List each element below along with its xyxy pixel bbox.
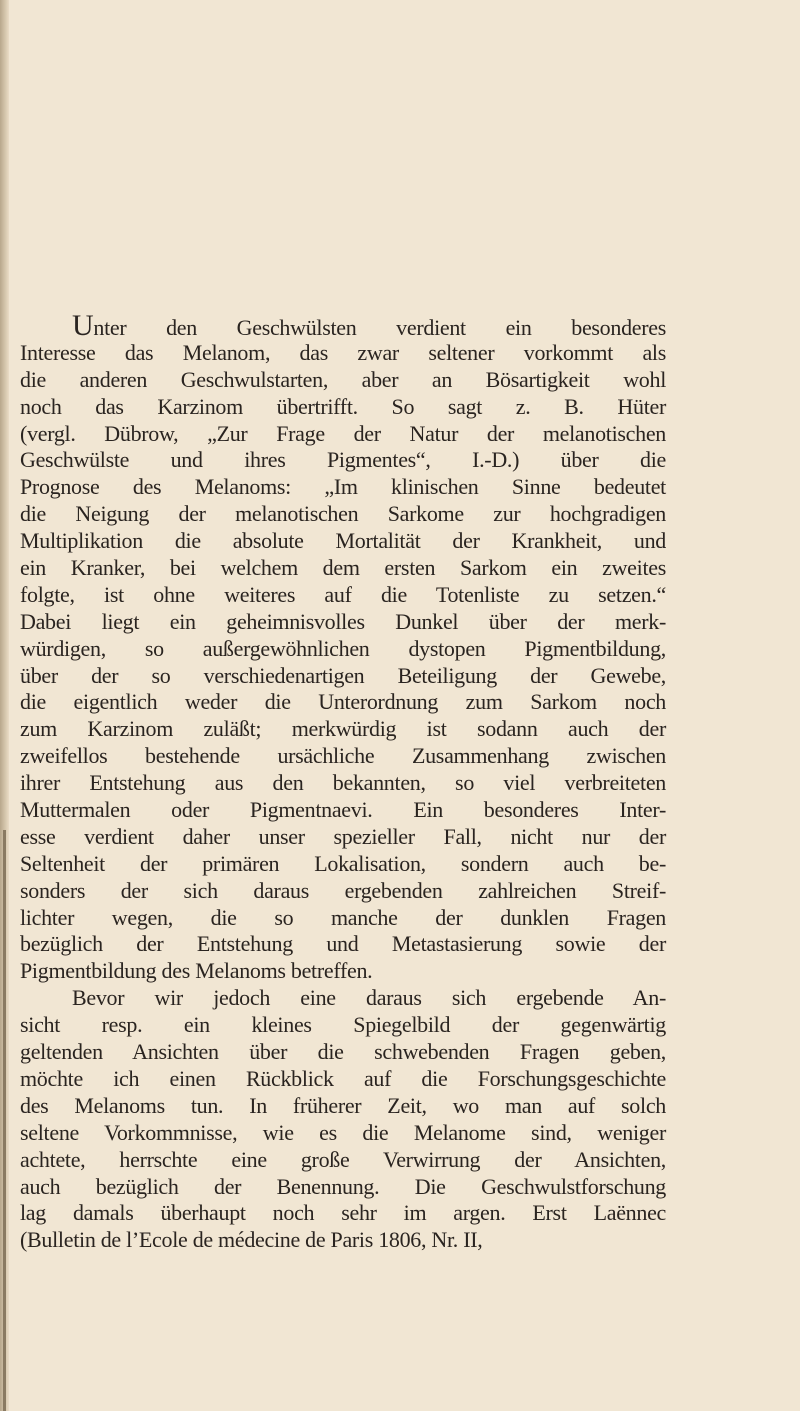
document-page [20,309,666,1254]
text-line: möchte ich einen Rückblick auf die Forschungsgeschichte [20,1065,666,1091]
text-line: esse verdient daher unser spezieller Fall, nicht nur der [20,823,666,849]
text-line: Dabei liegt ein geheimnisvolles Dunkel über der merk- [20,608,666,634]
text-line: Pigmentbildung des Melanoms betreffen. [20,958,373,984]
text-line: (Bulletin de l’Ecole de médecine de Paris 1806, Nr. II, [20,1227,483,1253]
text-line: die eigentlich weder die Unterordnung zum Sarkom noch [20,689,666,715]
text-line: zum Karzinom zuläßt; merkwürdig ist sodann auch der [20,716,666,742]
text-line: zweifellos bestehende ursächliche Zusammenhang zwischen [20,743,666,769]
text-line: geltenden Ansichten über die schwebenden Fragen geben, [20,1039,666,1065]
text-line: Interesse das Melanom, das zwar seltener vorkommt als [20,339,666,365]
text-line: bezüglich der Entstehung und Metastasierung sowie der [20,931,666,957]
text-line: über der so verschiedenartigen Beteiligung der Gewebe, [20,662,666,688]
text-line: die Neigung der melanotischen Sarkome zur hochgradigen [20,501,666,527]
text-line: auch bezüglich der Benennung. Die Geschwulstforschung [20,1173,666,1199]
text-line: Muttermalen oder Pigmentnaevi. Ein besonderes Inter- [20,797,666,823]
text-line: des Melanoms tun. In früherer Zeit, wo man auf solch [20,1092,666,1118]
text-line: die anderen Geschwulstarten, aber an Bösartigkeit wohl [20,366,666,392]
text-line: lag damals überhaupt noch sehr im argen. Erst Laënnec [20,1200,666,1226]
text-line: achtete, herrschte eine große Verwirrung der Ansichten, [20,1146,666,1172]
text-line: würdigen, so außergewöhnlichen dystopen Pigmentbildung, [20,635,666,661]
text-line: lichter wegen, die so manche der dunklen Fragen [20,904,666,930]
text-line: seltene Vorkommnisse, wie es die Melanome sind, weniger [20,1119,666,1145]
text-line: noch das Karzinom übertrifft. So sagt z. B. Hüter [20,393,666,419]
text-line: folgte, ist ohne weiteres auf die Totenliste zu setzen.“ [20,581,666,607]
text-line: sonders der sich daraus ergebenden zahlreichen Streif- [20,877,666,903]
page-binding-shadow [3,830,6,1411]
text-line: (vergl. Dübrow, „Zur Frage der Natur der melanotischen [20,420,666,446]
text-line: sicht resp. ein kleines Spiegelbild der gegenwärtig [20,1012,666,1038]
text-line: ihrer Entstehung aus den bekannten, so viel verbreiteten [20,770,666,796]
text-line: Unter den Geschwülsten verdient ein besonderes [72,309,666,342]
paragraph-2 [20,985,666,1254]
paragraph-1 [20,309,666,985]
text-line: Seltenheit der primären Lokalisation, sondern auch be- [20,850,666,876]
text-line: Geschwülste und ihres Pigmentes“, I.-D.) über die [20,447,666,473]
initial-capital: U [72,309,94,342]
text-line: Multiplikation die absolute Mortalität der Krankheit, und [20,528,666,554]
text-line: Bevor wir jedoch eine daraus sich ergebende An- [72,985,666,1011]
text-line: ein Kranker, bei welchem dem ersten Sarkom ein zweites [20,555,666,581]
text-line: Prognose des Melanoms: „Im klinischen Sinne bedeutet [20,474,666,500]
